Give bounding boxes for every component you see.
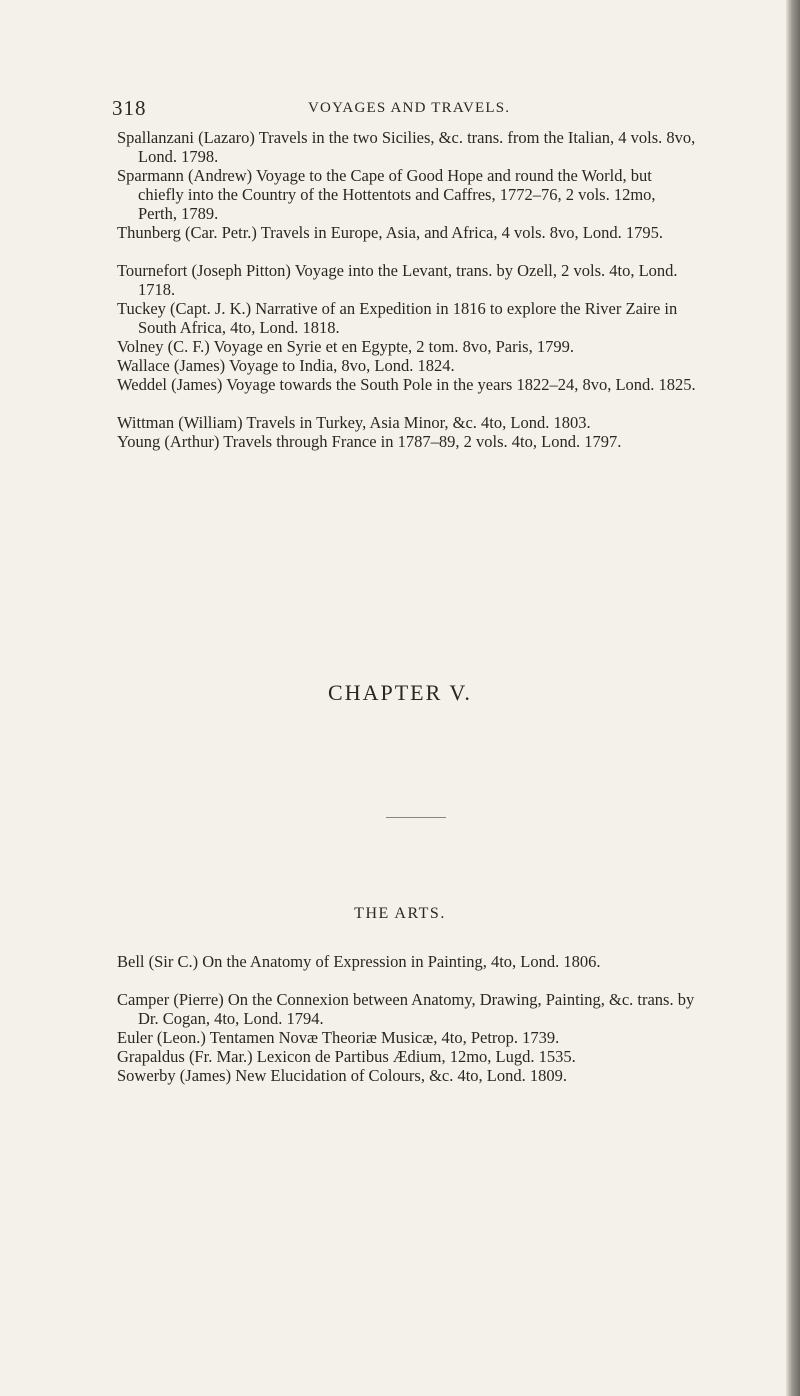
- bibliography-entry: Volney (C. F.) Voyage en Syrie et en Egypte, 2 tom. 8vo, Paris, 1799.: [117, 337, 574, 356]
- bibliography-entry: Sparmann (Andrew) Voyage to the Cape of Good Hope and round the World, but chiefly into the Country of the Hottentots and Caffres, 1772–76, 2 vols. 12mo, Perth, 1789.: [117, 166, 656, 223]
- page-edge-shadow: [786, 0, 800, 1396]
- section-divider: [386, 817, 446, 818]
- bibliography-entry: Thunberg (Car. Petr.) Travels in Europe, Asia, and Africa, 4 vols. 8vo, Lond. 1795.: [117, 223, 663, 242]
- chapter-title: CHAPTER V.: [328, 680, 472, 705]
- bibliography-entry: Euler (Leon.) Tentamen Novæ Theoriæ Musicæ, 4to, Petrop. 1739.: [117, 1028, 560, 1047]
- bibliography-entry: Camper (Pierre) On the Connexion between Anatomy, Drawing, Painting, &c. trans. by Dr. Cogan, 4to, Lond. 1794.: [117, 990, 695, 1028]
- bibliography-entry: Young (Arthur) Travels through France in 1787–89, 2 vols. 4to, Lond. 1797.: [117, 432, 622, 451]
- bibliography-entry: Spallanzani (Lazaro) Travels in the two Sicilies, &c. trans. from the Italian, 4 vols. 8vo, Lond. 1798.: [117, 128, 696, 166]
- running-title: VOYAGES AND TRAVELS.: [308, 100, 511, 116]
- page-number: 318: [112, 96, 147, 120]
- bibliography-entry: Bell (Sir C.) On the Anatomy of Expression in Painting, 4to, Lond. 1806.: [117, 952, 601, 971]
- bibliography-entry: Grapaldus (Fr. Mar.) Lexicon de Partibus Ædium, 12mo, Lugd. 1535.: [117, 1047, 576, 1066]
- bibliography-entry: Tuckey (Capt. J. K.) Narrative of an Expedition in 1816 to explore the River Zaire in South Africa, 4to, Lond. 1818.: [117, 299, 678, 337]
- bibliography-entry: Wallace (James) Voyage to India, 8vo, Lond. 1824.: [117, 356, 455, 375]
- bibliography-entry: Wittman (William) Travels in Turkey, Asia Minor, &c. 4to, Lond. 1803.: [117, 413, 591, 432]
- bibliography-entry: Weddel (James) Voyage towards the South Pole in the years 1822–24, 8vo, Lond. 1825.: [117, 375, 696, 394]
- section-title: THE ARTS.: [354, 905, 446, 922]
- bibliography-entry: Tournefort (Joseph Pitton) Voyage into the Levant, trans. by Ozell, 2 vols. 4to, Lond. 1718.: [117, 261, 678, 299]
- bibliography-entry: Sowerby (James) New Elucidation of Colours, &c. 4to, Lond. 1809.: [117, 1066, 568, 1085]
